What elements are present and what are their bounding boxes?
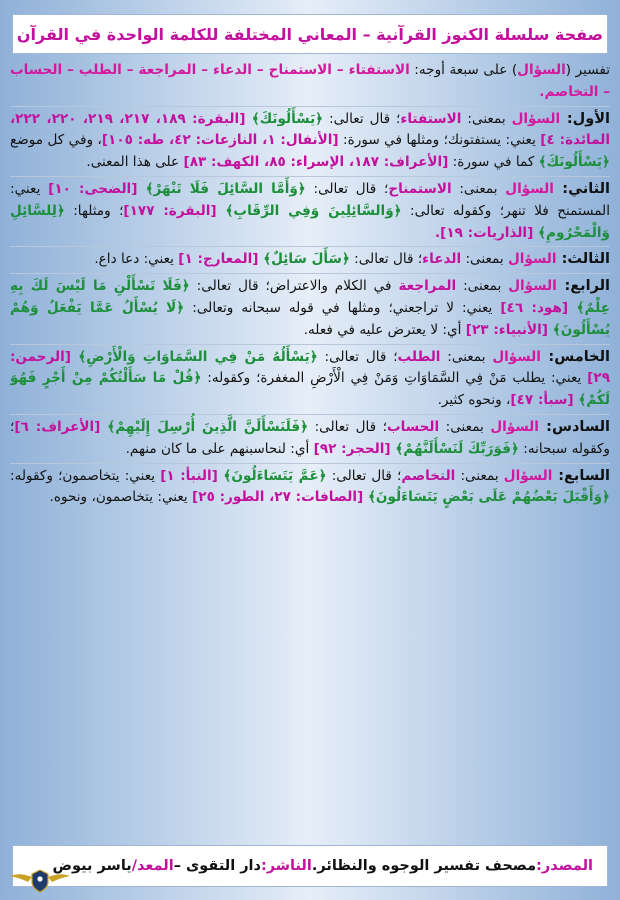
intro-prefix: تفسير ( [565, 62, 610, 78]
section-3 [10, 249, 610, 271]
source-text: مصحف تفسير الوجوه والنظائر. [311, 858, 537, 874]
divider [10, 463, 610, 464]
text: في الكلام والاعتراض؛ قال تعالى: [189, 278, 399, 295]
text: كما في سورة: [448, 154, 539, 171]
section-heading: السادس: [538, 418, 610, 435]
keyword: السؤال [508, 278, 557, 295]
section-5 [10, 347, 610, 412]
keyword: السؤال [505, 180, 554, 197]
text: ؛ قال تعالى: [317, 348, 398, 365]
verse-reference: [الصافات: ٢٧، الطور: ٢٥] [192, 489, 368, 506]
quran-verse: ﴿يَسْأَلُهُ مَنْ فِي السَّمَاوَاتِ وَالْأَرْضِ﴾ [78, 348, 318, 365]
quran-verse: ﴿وَأَقْبَلَ بَعْضُهُمْ عَلَى بَعْضٍ يَتَسَاءَلُونَ﴾ [367, 489, 610, 506]
publisher-text: دار التقوى – [173, 858, 261, 874]
text: بمعنى: [440, 348, 493, 365]
text: بمعنى: [455, 467, 504, 484]
article-body [10, 60, 610, 842]
text: يعني: دعا داع. [94, 251, 179, 268]
text: أي: لا يعترض عليه في فعله. [303, 321, 466, 338]
divider [10, 106, 610, 107]
author-text: ياسر بيوض [52, 858, 132, 874]
intro-keyword: السؤال [517, 62, 566, 78]
divider [10, 246, 610, 247]
text: يعني: يتخاصمون؛ وكقوله: [10, 467, 161, 484]
verse-reference: [الحجر: ٩٢] [313, 440, 396, 457]
text: ، وفي كل موضع [10, 132, 102, 149]
quran-verse: ﴿وَالسَّائِلِينَ وَفِي الرِّقَابِ﴾ [225, 202, 402, 219]
keyword: السؤال [511, 110, 561, 127]
text: يعني: يستفتونك؛ ومثلها في سورة: [338, 132, 541, 149]
verse-reference: [الأنبياء: ٢٣] [465, 321, 553, 338]
text: ؛ قال تعالى: [323, 110, 401, 127]
quran-verse: ﴿يَسْأَلُونَكَ﴾ [538, 154, 610, 171]
quran-verse: ﴿سَأَلَ سَائِلٌ﴾ [263, 251, 350, 268]
quran-verse: ﴿فَوَرَبِّكَ لَنَسْأَلَنَّهُمْ﴾ [395, 440, 519, 457]
section-heading: الأول: [560, 110, 610, 127]
section-heading: الثاني: [553, 180, 610, 197]
section-1 [10, 109, 610, 174]
divider [10, 176, 610, 177]
meaning: الاستمناح [388, 180, 452, 197]
meaning: الاستفتاء [400, 110, 462, 127]
text: ؛ قال تعالى: [305, 180, 389, 197]
section-6 [10, 417, 610, 461]
text: يعني: يتخاصمون، ونحوه. [49, 489, 193, 506]
verse-reference: [المعارج: ١] [178, 251, 264, 268]
intro-meanings-list: الاستفتاء – الاستمناح – الدعاء – المراجعة – الطلب – الحساب – التخاصم. [10, 62, 610, 100]
source-footer [12, 845, 608, 887]
text: ؛ قال تعالى: [308, 418, 387, 435]
verse-reference: [هود: ٤٦] [500, 299, 577, 316]
text: بمعنى: [461, 251, 508, 268]
verse-reference: [النبأ: ١] [160, 467, 224, 484]
section-heading: السابع: [552, 467, 610, 484]
meaning: الحساب [386, 418, 440, 435]
quran-verse: ﴿فَلَنَسْأَلَنَّ الَّذِينَ أُرْسِلَ إِلَيْهِمْ﴾ [107, 418, 309, 435]
section-7 [10, 466, 610, 510]
text: يعني: لا تراجعني؛ ومثلها في قوله سبحانه وتعالى: [184, 299, 501, 316]
text: بمعنى: [456, 278, 509, 295]
text: ؛ ومثلها: [64, 202, 124, 219]
text: ؛ قال تعالى: [326, 467, 402, 484]
quran-verse: ﴿فَلَا تَسْأَلْنِ مَا لَيْسَ لَكَ بِهِ عِلْمٌ﴾ [10, 278, 610, 316]
verse-reference: [الضحى: ١٠] [48, 180, 146, 197]
section-4 [10, 276, 610, 341]
source-label: المصدر: [536, 858, 593, 874]
meaning: المراجعة [398, 278, 457, 295]
section-heading: الرابع: [556, 278, 610, 295]
quran-verse: ﴿لِلسَّائِلِ وَالْمَحْرُومِ﴾ [10, 202, 610, 241]
author-label: المعد/ [131, 858, 174, 874]
verse-reference: [الرحمن: ٢٩] [10, 348, 610, 387]
verse-reference: [سبأ: ٤٧] [510, 392, 579, 409]
divider [10, 273, 610, 274]
header-banner [12, 14, 608, 54]
publisher-label: الناشر: [260, 858, 312, 874]
text: أي: لنحاسبنهم على ما كان منهم. [125, 440, 314, 457]
keyword: السؤال [508, 251, 557, 268]
text: بمعنى: [439, 418, 491, 435]
text: ؛ قال تعالى: [349, 251, 423, 268]
meaning: الدعاء [422, 251, 462, 268]
text: يعني: يطلب مَنْ فِي السَّمَاوَاتِ وَمَنْ فِي الْأَرْضِ المغفرة؛ وكقوله: [201, 370, 588, 387]
text: على هذا المعنى. [86, 154, 184, 171]
divider [10, 344, 610, 345]
section-heading: الخامس: [540, 348, 610, 365]
page-title: صفحة سلسلة الكنوز القرآنية – المعاني المختلفة للكلمة الواحدة في القرآن [16, 24, 604, 44]
verse-reference: [الذاريات: ١٩]. [434, 224, 539, 241]
intro-paragraph [10, 60, 610, 104]
eagle-shield-logo [4, 866, 76, 896]
quran-verse: ﴿عَمَّ يَتَسَاءَلُونَ﴾ [223, 467, 327, 484]
section-heading: الثالث: [556, 251, 610, 268]
text: بمعنى: [451, 180, 506, 197]
keyword: السؤال [492, 348, 541, 365]
intro-mid: ) على سبعة أوجه: [409, 62, 518, 78]
verse-reference: [البقرة: ١٨٩، ٢١٧، ٢١٩، ٢٢٠، ٢٢٢، المائدة: ٤] [10, 110, 610, 149]
quran-verse: ﴿قُلْ مَا سَأَلْتُكُمْ مِنْ أَجْرٍ فَهُوَ لَكُمْ﴾ [10, 370, 610, 409]
verse-reference: [الأعراف: ١٨٧، الإسراء: ٨٥، الكهف: ٨٣] [183, 154, 449, 171]
verse-reference: [الأنفال: ١، النازعات: ٤٢، طه: ١٠٥] [101, 132, 339, 149]
quran-verse: ﴿لَا يُسْأَلُ عَمَّا يَفْعَلُ وَهُمْ يُسْأَلُونَ﴾ [10, 299, 610, 338]
keyword: السؤال [490, 418, 539, 435]
meaning: الطلب [397, 348, 441, 365]
text: ؛ وكقوله سبحانه: [10, 418, 610, 457]
keyword: السؤال [503, 467, 553, 484]
quran-verse: ﴿وَأَمَّا السَّائِلَ فَلَا تَنْهَرْ﴾ [145, 180, 306, 197]
divider [10, 414, 610, 415]
verse-reference: [البقرة: ١٧٧] [123, 202, 226, 219]
meaning: التخاصم [401, 467, 456, 484]
verse-reference: [الأعراف: ٦] [14, 418, 108, 435]
quran-verse: ﴿يَسْأَلُونَكَ﴾ [251, 110, 324, 127]
section-2 [10, 179, 610, 244]
text: بمعنى: [461, 110, 512, 127]
text: ، ونحوه كثير. [437, 392, 511, 409]
text: يعني: المستمنح فلا تنهر؛ وكقوله تعالى: [10, 180, 610, 219]
